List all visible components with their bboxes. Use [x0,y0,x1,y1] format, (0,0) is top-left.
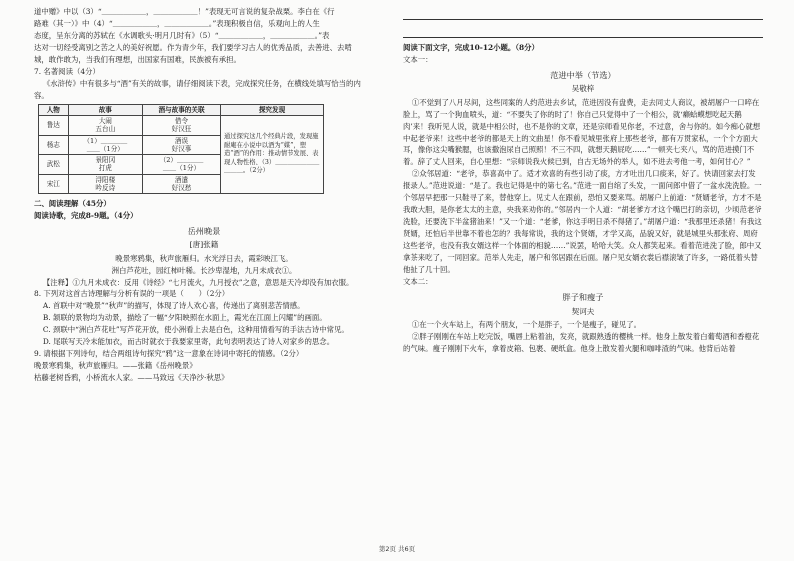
q8-option-d[interactable]: D. 尾联写天冷未能加衣，而古时就衣于我要家里寄，此句表明表达了诗人对家乡的思念。 [42,337,335,347]
row-link-blank[interactable]: （2）＿＿＿＿ ＿＿（1分） [143,155,221,174]
q6-line-1: 道中赠》中以（3）“＿＿＿＿＿＿，＿＿＿＿＿＿！”表现无可言说的复杂战栗。李白在《行 [34,7,335,16]
row-link: 酒遣 好汉愁 [143,174,221,193]
section-2-heading: 二、阅读理解（45分） [34,198,111,208]
row-link: 酒误 好汉事 [143,135,221,154]
reading-intro: 阅读下面文字，完成10-12小题。（8分） [403,43,539,52]
poem-line-2: 洲白芦花吐，园红柿叶稀。长沙卑湿地，九月未成衣①。 [111,265,297,275]
q7-heading: 7. 名著阅读（4分） [34,66,100,76]
q6-line-2: 路难（其一）》中（4）“＿＿＿＿＿＿，＿＿＿＿＿＿。”表现积极自信，乐观向上的人生 [34,18,320,28]
row-story-blank[interactable]: （1）＿＿＿＿ ＿＿（1分） [68,135,142,154]
q9-line-1: 晚景寒鸦集，秋声旅雁归。——张籍《岳州晚景》 [34,361,197,371]
row-person: 武松 [39,155,69,174]
story1-author: 吴敬梓 [571,84,595,94]
table-header-story: 故事 [68,104,142,115]
page-number: 第2页 共6页 [378,545,416,554]
table-header-row [39,104,324,115]
answer-line-2[interactable] [403,24,763,38]
poem-intro: 阅读诗歌，完成8-9题。（4分） [34,210,138,220]
story1-paragraph-2: ②众邻居道：“老爷，恭喜高中了。适才欢喜的有些引动了痰，方才吐出几口痰来，好了。快请回家去打发报录人。”范进说道：“是了。我也记得是中的第七名。”范进一面自绾了头发，一面问郎中借了一盆水洗洗脸。一个邻居早把那一只鞋寻了来，替他穿上。见丈人在跟前，恐怕又要来骂。胡屠户上前道：“贤婿老爷，方才不是我敢大胆，是你老太太的主意，央我来劝你的。”邻居内一个人道：“胡老爹方才这个嘴巴打的亲切，少顷范老爷洗脸，还要洗下半盆猪油来！”又一个道：“老爹，你这手明日杀不得猪了。”胡屠户道：“我那里还杀猪！有我这贤婿，还怕后半世靠不着也怎的？我每常说，我的这个贤婿，才学又高，品貌又好，就是城里头那张府、周府这些老爷，也没有我女婿这样一个体面的相貌……”说罢，哈哈大笑。众人都笑起来。看着范进洗了脸，郎中又拿茶来吃了，一同回家。范举人先走，屠户和邻居跟在后面。屠户见女婿衣裳后襟滚皱了许多，一路低着头替他扯了几十回。 [403,169,762,275]
left-column [34,6,374,384]
right-column [403,6,763,355]
q9-stem: 9. 请根据下列诗句，结合两组诗句探究“鸦”这一意象在诗词中寄托的情感。（2分） [34,349,304,359]
poem-title: 岳州晚景 [187,225,221,236]
q7-text: 《水浒传》中有很多与“酒”有关的故事，请仔细阅读下表，完成探究任务，在横线处填写恰当的内容。 [34,78,361,100]
q6-line-3: 态度，呈东分离的苏轼在《水调歌头·明月几时有》（5）“＿＿＿＿＿＿，＿＿＿＿＿＿。”表 [34,30,330,40]
answer-line-1[interactable] [403,6,763,20]
water-margin-table [38,104,324,194]
q8-option-a[interactable]: A. 首联中对“晚景”“秋声”的描写，体现了诗人欢心喜，传递出了离别悲苦情感。 [42,301,305,311]
table-header-finding: 探究发现 [221,104,324,115]
row-story: 大闹 五台山 [68,116,142,135]
poem-line-1: 晚景寒鸦集，秋声旅雁归。水光浮日去，霞彩映江飞。 [115,253,293,263]
poem-note: 【注释】①九月未成衣：反用《诗经》“七月流火，九月授衣”之意，意思是天冷却没有加衣服。 [42,277,354,287]
row-person: 鲁达 [39,116,69,135]
story2-paragraph-1: ①在一个火车站上，有两个朋友，一个是胖子，一个是瘦子，碰见了。 [411,319,641,329]
q6-line-4: 达对一切经受离别之苦之人的美好祝愿。作为青少年，我们要学习古人的优秀品质，去善进、去啃 [34,42,352,52]
story2-title: 胖子和瘦子 [562,292,604,303]
text1-label: 文本一： [403,54,433,64]
row-link: 借令 好汉狂 [143,116,221,135]
story2-author: 契诃夫 [571,306,595,316]
row-person: 杨志 [39,135,69,154]
q6-line-5: 城，敢作敢为，当我们有理想，出国家有国难，民族被有承担。 [34,54,241,64]
row-person: 宋江 [39,174,69,193]
poem-author: [唐]张籍 [189,240,219,250]
table-row [39,116,324,135]
table-header-link: 酒与故事的关联 [143,104,221,115]
q8-stem: 8. 下列对这首古诗理解与分析有误的一项是（ ）（2分） [34,289,230,299]
q8-option-c[interactable]: C. 颈联中“洲白芦花吐”写芦花开放，使小洲看上去是白色，这种用情看写的手法古诗中常见。 [42,325,349,335]
table-note: 通过探究这几个经典片段，发现施耐庵在小说中以酒为“媒”，塑造“酒”的作用：推动情节发展、表现人物性格、（3）＿＿＿＿＿＿＿＿＿＿。（2分） [221,116,324,194]
q9-line-2: 枯藤老树昏鸦，小桥流水人家。——马致远《天净沙·秋思》 [34,373,229,383]
story2-paragraph-2: ②胖子刚刚在车站上吃完饭，嘴唇上粘着油，发亮，就跟熟透的樱桃一样。他身上散发着白葡萄酒和香橙花的气味。瘦子刚刚下火车，拿着皮箱、包裹、硬纸盒。他身上散发着火腿和咖啡渣的气味。他背后站着 [403,331,760,353]
text2-label: 文本二： [403,277,433,287]
row-story: 浔阳楼 吟反诗 [68,174,142,193]
q8-option-b[interactable]: B. 颔联的景物均为动景，描绘了一幅“夕阳映照在水面上，霞光在江面上闪耀”的画面。 [42,313,327,323]
table-header-person: 人物 [39,104,69,115]
row-story: 景阳冈 打虎 [68,155,142,174]
story1-title: 范进中举（节选） [550,69,616,80]
story1-paragraph-1: ①不觉到了八月尽间，这些同案的人约范进去乡试，范进因没有盘费，走去同丈人商议，被胡屠户一口啐在脸上，骂了一个狗血喷头，道：“不要失了你的时了！你自己只觉得中了一个相公，就‘癞蛤蟆想吃起天鹅肉’来！我听见人说，就是中相公时，也不是你的文章，还是宗师看见你老，不过意，舍与你的。如今痴心就想中起老爷来！这些中老爷的都是天上的文曲星！你不看见城里张府上那些老爷，都有万贯家私，一个个方面大耳，像你这尖嘴猴腮，也该撒泡尿自己照照！不三不四，就想天鹅屁吃……”一顿夹七夹八，骂的范进摸门不着。辞了丈人回来，自心里想：“宗师说我火候已到，自古无场外的举人，如不进去考他一考，如何甘心？” [403,97,761,167]
